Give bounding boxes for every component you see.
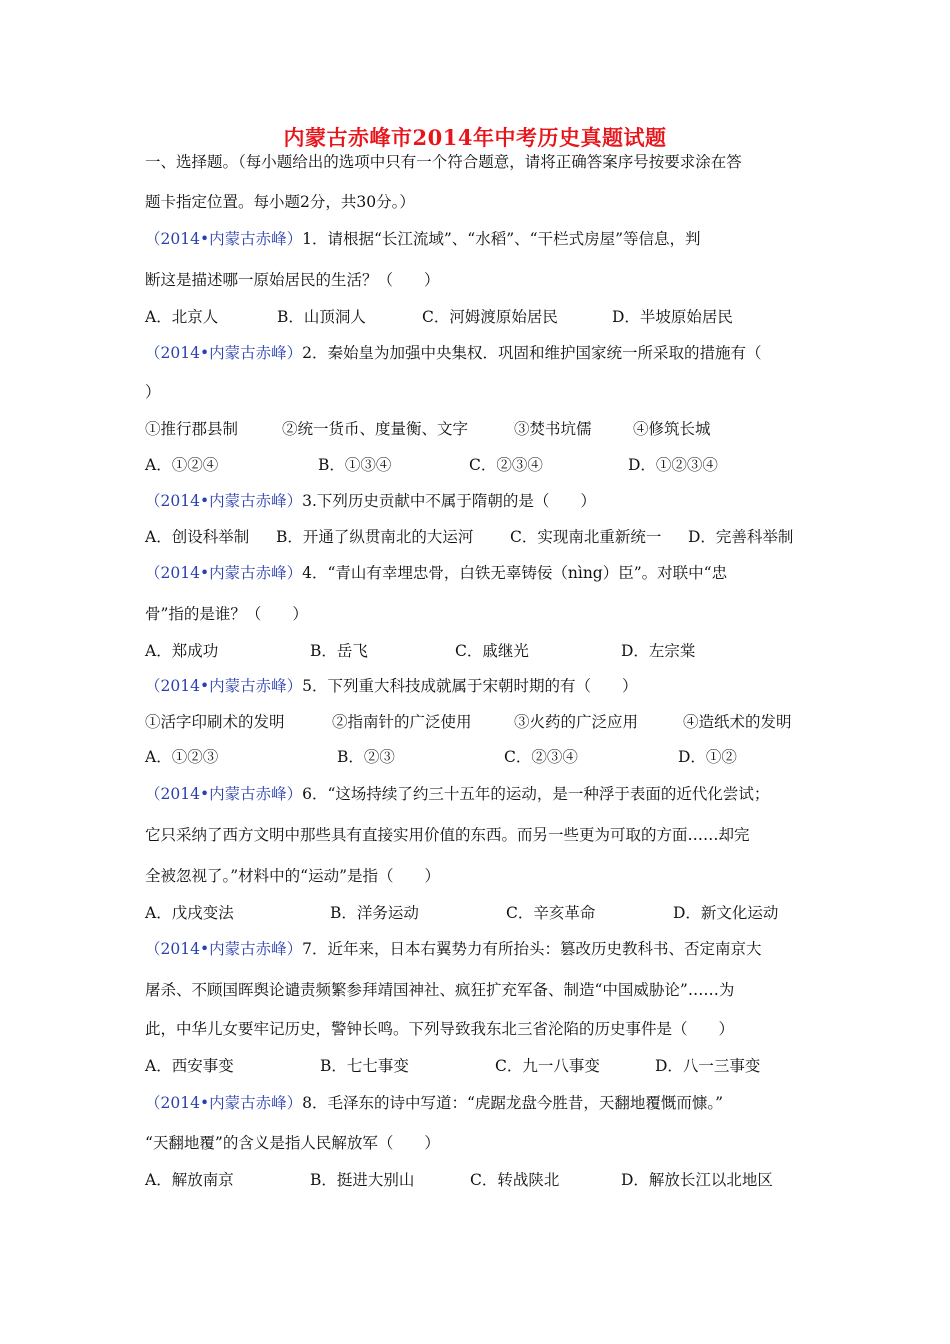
- question-1-cont: 断这是描述哪一原始居民的生活？（ ）: [145, 271, 440, 289]
- q7-option-c: C．九一八事变: [495, 1057, 600, 1075]
- q7-option-a: A．西安事变: [145, 1057, 234, 1075]
- source-tag: （2014•内蒙古赤峰）: [145, 677, 303, 695]
- question-3: （2014•内蒙古赤峰）3.下列历史贡献中不属于隋朝的是（ ）: [145, 492, 596, 510]
- q3-option-b: B．开通了纵贯南北的大运河: [276, 528, 474, 546]
- source-tag: （2014•内蒙古赤峰）: [145, 940, 303, 958]
- q2-item-4: ④修筑长城: [633, 420, 711, 438]
- source-tag: （2014•内蒙古赤峰）: [145, 230, 303, 248]
- question-8: （2014•内蒙古赤峰）8．毛泽东的诗中写道：“虎踞龙盘今胜昔，天翻地覆慨而慷。”: [145, 1094, 724, 1112]
- question-5: （2014•内蒙古赤峰）5．下列重大科技成就属于宋朝时期的有（ ）: [145, 677, 638, 695]
- q2-item-1: ①推行郡县制: [145, 420, 239, 438]
- question-1: （2014•内蒙古赤峰）1．请根据“长江流域”、“水稻”、“干栏式房屋”等信息，判: [145, 230, 701, 248]
- q3-option-c: C．实现南北重新统一: [510, 528, 662, 546]
- question-7: （2014•内蒙古赤峰）7．近年来，日本右翼势力有所抬头：篡改历史教科书、否定南京大: [145, 940, 762, 958]
- question-6-cont2: 全被忽视了。”材料中的“运动”是指（ ）: [145, 867, 441, 885]
- q5-option-a: A．①②③: [145, 748, 219, 766]
- question-7-cont2: 此，中华儿女要牢记历史，警钟长鸣。下列导致我东北三省沦陷的历史事件是（ ）: [145, 1020, 735, 1038]
- q8-option-c: C．转战陕北: [470, 1171, 560, 1189]
- q6-option-a: A．戊戌变法: [145, 904, 234, 922]
- source-tag: （2014•内蒙古赤峰）: [145, 785, 303, 803]
- q8-option-a: A．解放南京: [145, 1171, 234, 1189]
- q2-option-c: C．②③④: [469, 456, 543, 474]
- q5-item-3: ③火药的广泛应用: [514, 713, 639, 731]
- q5-item-4: ④造纸术的发明: [683, 713, 792, 731]
- q5-item-1: ①活字印刷术的发明: [145, 713, 285, 731]
- question-8-cont: “天翻地覆”的含义是指人民解放军（ ）: [145, 1134, 440, 1152]
- question-6: （2014•内蒙古赤峰）6．“这场持续了约三十五年的运动，是一种浮于表面的近代化尝试；: [145, 785, 770, 803]
- question-2: （2014•内蒙古赤峰）2．秦始皇为加强中央集权．巩固和维护国家统一所采取的措施有（: [145, 344, 762, 362]
- q5-option-c: C．②③④: [504, 748, 578, 766]
- q2-item-3: ③焚书坑儒: [514, 420, 592, 438]
- q8-option-b: B．挺进大别山: [310, 1171, 415, 1189]
- question-7-cont: 屠杀、不顾国晖舆论谴责频繁参拜靖国神社、疯狂扩充军备、制造“中国威胁论”……为: [145, 981, 735, 999]
- q6-option-c: C．辛亥革命: [506, 904, 596, 922]
- question-4: （2014•内蒙古赤峰）4．“青山有幸埋忠骨，白铁无辜铸佞（nìng）臣”。对联中“忠: [145, 564, 728, 582]
- q3-option-d: D．完善科举制: [688, 528, 794, 546]
- question-6-cont: 它只采纳了西方文明中那些具有直接实用价值的东西。而另一些更为可取的方面……却完: [145, 826, 750, 844]
- q7-option-b: B．七七事变: [320, 1057, 409, 1075]
- q2-item-2: ②统一货币、度量衡、文字: [282, 420, 469, 438]
- q5-option-d: D．①②: [678, 748, 737, 766]
- source-tag: （2014•内蒙古赤峰）: [145, 564, 303, 582]
- question-4-cont: 骨”指的是谁？（ ）: [145, 605, 308, 623]
- q1-option-b: B．山顶洞人: [277, 308, 366, 326]
- q1-option-d: D．半坡原始居民: [612, 308, 733, 326]
- source-tag: （2014•内蒙古赤峰）: [145, 492, 303, 510]
- q6-option-b: B．洋务运动: [330, 904, 419, 922]
- q3-option-a: A．创设科举制: [145, 528, 250, 546]
- q5-item-2: ②指南针的广泛使用: [332, 713, 472, 731]
- section-instructions: 一、选择题。（每小题给出的选项中只有一个符合题意，请将正确答案序号按要求涂在答: [145, 153, 742, 171]
- q4-option-c: C．戚继光: [455, 642, 529, 660]
- q1-option-c: C．河姆渡原始居民: [422, 308, 558, 326]
- section-instructions-cont: 题卡指定位置。每小题2分，共30分。）: [145, 193, 415, 211]
- exam-title: 内蒙古赤峰市2014年中考历史真题试题: [283, 125, 667, 150]
- q2-option-d: D．①②③④: [628, 456, 718, 474]
- source-tag: （2014•内蒙古赤峰）: [145, 344, 303, 362]
- q2-option-b: B．①③④: [318, 456, 392, 474]
- q7-option-d: D．八一三事变: [655, 1057, 761, 1075]
- q4-option-a: A．郑成功: [145, 642, 219, 660]
- source-tag: （2014•内蒙古赤峰）: [145, 1094, 303, 1112]
- q4-option-b: B．岳飞: [310, 642, 368, 660]
- q8-option-d: D．解放长江以北地区: [621, 1171, 773, 1189]
- question-2-cont: ）: [145, 383, 161, 401]
- q4-option-d: D．左宗棠: [621, 642, 696, 660]
- q1-option-a: A．北京人: [145, 308, 219, 326]
- q6-option-d: D．新文化运动: [673, 904, 779, 922]
- q5-option-b: B．②③: [337, 748, 395, 766]
- q2-option-a: A．①②④: [145, 456, 219, 474]
